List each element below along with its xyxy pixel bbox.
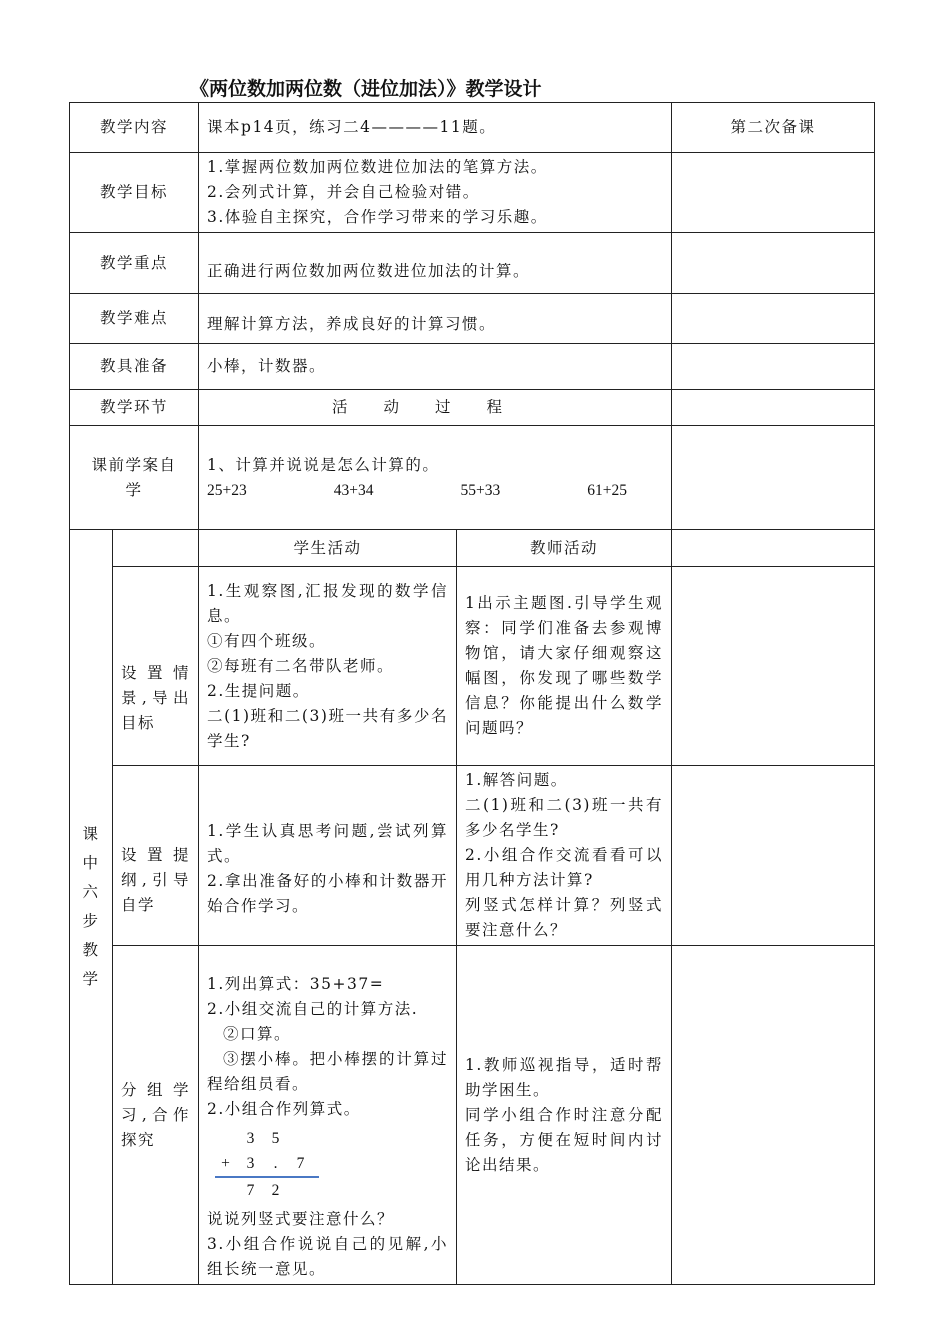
label-preclass: 课前学案自学 — [70, 426, 199, 530]
plus-sign: + — [221, 1155, 230, 1172]
calc-dot: . — [273, 1155, 278, 1172]
exercise-item: 55+33 — [460, 481, 501, 499]
value-preclass — [199, 426, 672, 530]
exercise-item: 61+25 — [587, 481, 628, 499]
sum-row — [213, 1178, 448, 1203]
calc-digit: 5 — [271, 1130, 280, 1147]
row-preclass — [70, 426, 875, 530]
teacher-activity-cell — [457, 766, 672, 946]
calc-digit: 3 — [246, 1155, 255, 1172]
student-line: 3.小组合作说说自己的见解,小组长统一意见。 — [207, 1235, 449, 1278]
step-label: 分 组 学习,合作探究 — [113, 946, 199, 1285]
addend-row — [213, 1151, 448, 1176]
student-line: 2.拿出准备好的小棒和计数器开始合作学习。 — [207, 871, 449, 915]
student-line: 2.小组合作列算式。 — [207, 1100, 361, 1118]
student-line: 2.小组交流自己的计算方法. — [207, 1000, 419, 1018]
step-row — [70, 766, 875, 946]
student-line: 1.列出算式：35+37= — [207, 975, 385, 993]
student-activity-cell — [199, 766, 457, 946]
teacher-line: 二(1)班和二(3)班一共有多少名学生? — [465, 796, 664, 839]
addend-row — [213, 1126, 448, 1151]
document-title: 《两位数加两位数（进位加法）》教学设计 — [190, 78, 542, 100]
calc-digit: 7 — [296, 1155, 305, 1172]
student-line: 1.生观察图,汇报发现的数学信息。 — [207, 581, 449, 625]
row-teaching-content — [70, 103, 875, 153]
student-line: ①有四个班级。 — [207, 631, 327, 650]
goal-item: 1.掌握两位数加两位数进位加法的笔算方法。 — [207, 158, 548, 176]
value-tools: 小棒，计数器。 — [199, 344, 672, 390]
row-teaching-goals — [70, 153, 875, 233]
value-key-point: 正确进行两位数加两位数进位加法的计算。 — [199, 233, 672, 294]
step-label: 设 置 提纲,引导自学 — [113, 766, 199, 946]
row-activity-headers — [70, 530, 875, 567]
exercise-item: 43+34 — [333, 481, 374, 499]
step-row — [70, 946, 875, 1285]
row-difficulty — [70, 294, 875, 344]
teacher-line: 同学小组合作时注意分配任务，方便在短时间内讨论出结果。 — [465, 1105, 664, 1174]
student-activity-header: 学生活动 — [199, 530, 457, 567]
teacher-line: 1.解答问题。 — [465, 771, 568, 789]
calc-digit — [213, 1126, 238, 1151]
notes-cell — [672, 153, 875, 233]
value-teaching-content: 课本p14页，练习二4————11题。 — [199, 103, 672, 153]
row-process-header — [70, 390, 875, 426]
row-key-point — [70, 233, 875, 294]
student-line: ②口算。 — [223, 1025, 292, 1043]
label-teaching-stage: 教学环节 — [70, 390, 199, 426]
label-difficulty: 教学难点 — [70, 294, 199, 344]
label-tools: 教具准备 — [70, 344, 199, 390]
exercise-item: 25+23 — [207, 481, 247, 499]
teacher-line: 列竖式怎样计算？列竖式要注意什么？ — [465, 896, 664, 939]
student-line: 二(1)班和二(3)班一共有多少名学生? — [207, 706, 449, 750]
student-line: ③摆小棒。把小棒摆的计算过程给组员看。 — [207, 1050, 449, 1093]
activity-process-heading: 活动过程 — [199, 390, 672, 426]
label-teaching-goals: 教学目标 — [70, 153, 199, 233]
value-teaching-goals — [199, 153, 672, 233]
value-difficulty: 理解计算方法，养成良好的计算习惯。 — [199, 294, 672, 344]
student-line: 2.生提问题。 — [207, 681, 310, 700]
calc-digit: 7 — [246, 1182, 255, 1199]
student-line: ②每班有二名带队老师。 — [207, 656, 395, 675]
goal-item: 2.会列式计算，并会自己检验对错。 — [207, 183, 480, 201]
exercise-list — [207, 478, 627, 503]
row-tools — [70, 344, 875, 390]
goal-item: 3.体验自主探究，合作学习带来的学习乐趣。 — [207, 208, 548, 226]
student-line: 1.学生认真思考问题,尝试列算式。 — [207, 821, 449, 865]
notes-cell — [672, 294, 875, 344]
blank-cell — [113, 530, 199, 567]
teacher-line: 1出示主题图.引导学生观察：同学们准备去参观博物馆，请大家仔细观察这幅图，你发现了哪些数学信息？你能提出什么数学问题吗？ — [465, 594, 664, 737]
label-key-point: 教学重点 — [70, 233, 199, 294]
calc-digit: 2 — [271, 1182, 280, 1199]
notes-cell — [672, 567, 875, 766]
notes-cell — [672, 426, 875, 530]
notes-cell — [672, 766, 875, 946]
teacher-activity-cell — [457, 946, 672, 1285]
lesson-plan-table — [69, 102, 875, 1285]
six-step-side-label: 课中六步教学 — [70, 530, 113, 1285]
teacher-line: 2.小组合作交流看看可以用几种方法计算? — [465, 846, 664, 889]
notes-cell — [672, 233, 875, 294]
label-teaching-content: 教学内容 — [70, 103, 199, 153]
calc-digit: 3 — [246, 1130, 255, 1147]
notes-cell — [672, 344, 875, 390]
label-second-prep: 第二次备课 — [672, 103, 875, 153]
calc-digit — [213, 1178, 238, 1203]
student-activity-cell — [199, 567, 457, 766]
notes-cell — [672, 946, 875, 1285]
notes-cell — [672, 530, 875, 567]
notes-cell — [672, 390, 875, 426]
step-row — [70, 567, 875, 766]
step-label: 设 置 情景,导出目标 — [113, 567, 199, 766]
teacher-line: 1.教师巡视指导，适时帮助学困生。 — [465, 1055, 664, 1099]
vertical-addition — [213, 1126, 448, 1203]
teacher-activity-cell — [457, 567, 672, 766]
student-line: 说说列竖式要注意什么？ — [207, 1210, 395, 1228]
student-activity-cell — [199, 946, 457, 1285]
preclass-instruction: 1、计算并说说是怎么计算的。 — [207, 455, 440, 474]
teacher-activity-header: 教师活动 — [457, 530, 672, 567]
